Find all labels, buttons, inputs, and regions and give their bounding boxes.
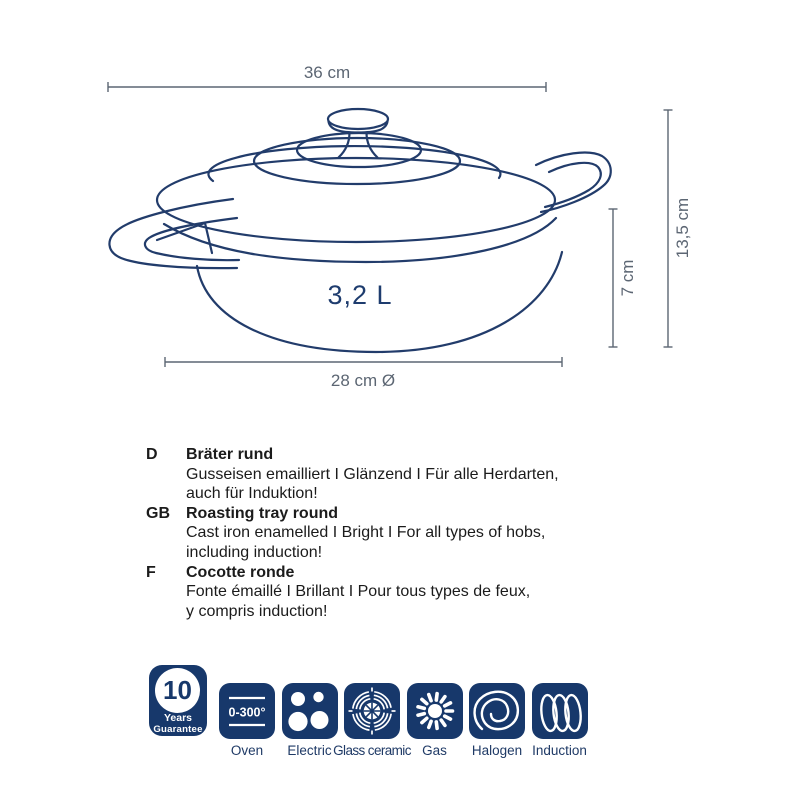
hob-glass-ceramic bbox=[333, 683, 411, 758]
hob-compatibility-icons bbox=[219, 683, 588, 758]
description-entry-de bbox=[146, 445, 666, 504]
language-code: GB bbox=[146, 504, 170, 522]
product-title-fr: Cocotte ronde bbox=[186, 563, 295, 581]
total-height-dimension-line bbox=[664, 110, 673, 347]
right-handle bbox=[536, 153, 611, 212]
product-desc-fr-line2: y compris induction! bbox=[186, 602, 328, 620]
pot-illustration bbox=[109, 109, 610, 352]
product-desc-fr-line1: Fonte émaillé I Brillant I Pour tous types de feux, bbox=[186, 583, 531, 601]
hob-electric bbox=[282, 683, 338, 758]
hob-halogen bbox=[469, 683, 525, 758]
induction-hob-icon bbox=[532, 683, 588, 739]
product-desc-gb-line2: including induction! bbox=[186, 543, 323, 561]
hob-label-glass-ceramic: Glass ceramic bbox=[333, 743, 411, 758]
gas-hob-icon bbox=[407, 683, 463, 739]
total-height-dimension-label: 13,5 cm bbox=[673, 197, 692, 259]
diameter-dimension-line bbox=[165, 357, 562, 367]
capacity-label: 3,2 L bbox=[327, 280, 393, 310]
product-desc-gb-line1: Cast iron enamelled I Bright I For all types of hobs, bbox=[186, 524, 546, 542]
hob-gas bbox=[407, 683, 463, 758]
guarantee-word: Guarantee bbox=[153, 724, 203, 735]
inner-height-dimension-line bbox=[609, 209, 618, 347]
product-title-de: Bräter rund bbox=[186, 446, 274, 463]
svg-text:0-300°: 0-300° bbox=[228, 705, 266, 720]
hob-oven bbox=[219, 683, 275, 758]
hob-label-gas: Gas bbox=[422, 743, 447, 758]
guarantee-years-number: 10 bbox=[155, 668, 200, 713]
product-title-gb: Roasting tray round bbox=[186, 504, 339, 522]
description-entry-gb bbox=[146, 504, 666, 563]
guarantee-years-word: Years bbox=[163, 712, 193, 724]
inner-height-dimension-label: 7 cm bbox=[618, 259, 637, 297]
description-entry-fr bbox=[146, 563, 666, 622]
hob-label-oven: Oven bbox=[230, 743, 264, 758]
hob-label-electric: Electric bbox=[287, 743, 332, 758]
width-dimension-line bbox=[108, 82, 546, 92]
product-descriptions bbox=[146, 445, 666, 621]
oven-icon bbox=[219, 683, 275, 739]
lid-rings bbox=[157, 133, 555, 242]
left-handle bbox=[109, 199, 239, 268]
language-code: D bbox=[146, 446, 158, 463]
hob-label-halogen: Halogen bbox=[471, 743, 523, 758]
halogen-hob-icon bbox=[469, 683, 525, 739]
width-dimension-label: 36 cm bbox=[303, 63, 351, 82]
diameter-dimension-label: 28 cm Ø bbox=[330, 371, 396, 390]
guarantee-badge bbox=[149, 665, 207, 736]
product-desc-de-line2: auch für Induktion! bbox=[186, 485, 318, 503]
language-code: F bbox=[146, 563, 156, 581]
pot-rim bbox=[164, 218, 556, 262]
electric-hob-icon bbox=[282, 683, 338, 739]
hob-label-induction: Induction bbox=[532, 743, 587, 758]
glass-ceramic-hob-icon bbox=[344, 683, 400, 739]
hob-induction bbox=[532, 683, 588, 758]
product-desc-de-line1: Gusseisen emailliert I Glänzend I Für alle Herdarten, bbox=[186, 465, 559, 483]
